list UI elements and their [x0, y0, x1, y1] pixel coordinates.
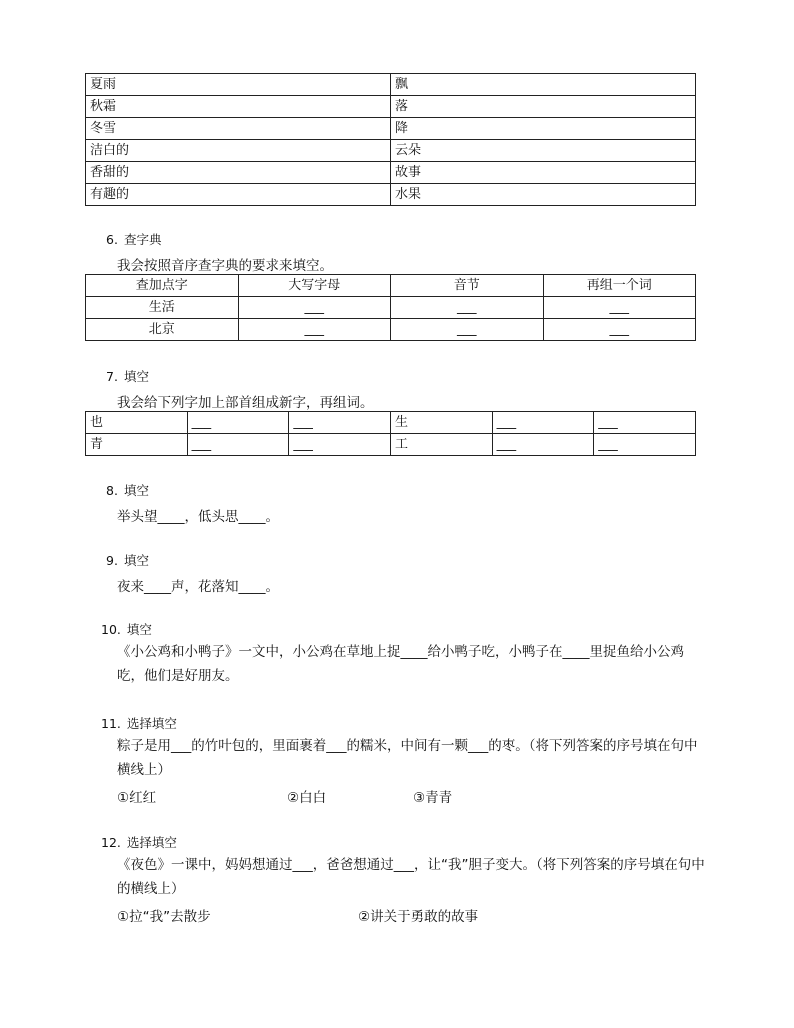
question-number: 8. [106, 483, 118, 498]
table-cell: 北京 [86, 319, 239, 341]
question-9-text: 夜来____声，花落知____。 [117, 579, 279, 595]
header-cell: 再组一个词 [543, 275, 696, 297]
question-title: 选择填空 [126, 835, 177, 850]
table-cell: 水果 [391, 184, 696, 206]
answer-blank[interactable]: ___ [391, 319, 544, 341]
answer-blank[interactable]: ___ [594, 412, 696, 434]
table-row [86, 434, 696, 456]
answer-blank[interactable]: ___ [543, 319, 696, 341]
table-header-row [86, 275, 696, 297]
answer-blank[interactable]: ___ [187, 434, 289, 456]
table-cell: 香甜的 [86, 162, 391, 184]
table-cell: 飘 [391, 74, 696, 96]
question-number: 10. [101, 622, 121, 637]
question-9-heading [106, 551, 149, 569]
table-cell: 落 [391, 96, 696, 118]
question-number: 11. [101, 716, 121, 731]
option-1: ①红红 [117, 790, 157, 806]
table-cell: 云朵 [391, 140, 696, 162]
table-cell: 秋霜 [86, 96, 391, 118]
answer-blank[interactable]: ___ [594, 434, 696, 456]
table-cell: 降 [391, 118, 696, 140]
table-cell: 工 [390, 434, 492, 456]
answer-blank[interactable]: ___ [289, 434, 391, 456]
question-7-instruction: 我会给下列字加上部首组成新字，再组词。 [117, 395, 374, 411]
option-2: ②讲关于勇敢的故事 [358, 909, 479, 925]
answer-blank[interactable]: ___ [289, 412, 391, 434]
question-6-heading [106, 230, 161, 248]
table-row [86, 319, 696, 341]
table-row [86, 297, 696, 319]
answer-blank[interactable]: ___ [238, 319, 391, 341]
table-row [86, 96, 696, 118]
question-7-heading [106, 367, 149, 385]
table-cell: 夏雨 [86, 74, 391, 96]
option-3: ③青青 [413, 790, 453, 806]
table-cell: 青 [86, 434, 188, 456]
question-title: 选择填空 [126, 716, 177, 731]
dictionary-table [85, 274, 696, 341]
table-cell: 生 [390, 412, 492, 434]
question-title: 查字典 [123, 232, 162, 247]
table-cell: 有趣的 [86, 184, 391, 206]
option-1: ①拉“我”去散步 [117, 909, 211, 925]
question-10-heading [101, 620, 152, 638]
question-number: 9. [106, 553, 118, 568]
question-11-text: 粽子是用___的竹叶包的，里面裹着___的糯米，中间有一颗___的枣。（将下列答案的序号填在句中横线上） [117, 738, 698, 778]
table-cell: 冬雪 [86, 118, 391, 140]
question-10-text: 《小公鸡和小鸭子》一文中，小公鸡在草地上捉____给小鸭子吃，小鸭子在____里捉鱼给小公鸡吃，他们是好朋友。 [117, 644, 684, 684]
answer-blank[interactable]: ___ [492, 434, 594, 456]
answer-blank[interactable]: ___ [391, 297, 544, 319]
question-title: 填空 [126, 622, 152, 637]
answer-blank[interactable]: ___ [238, 297, 391, 319]
question-11-heading [101, 714, 177, 732]
table-cell: 生活 [86, 297, 239, 319]
question-number: 12. [101, 835, 121, 850]
question-8-text: 举头望____，低头思____。 [117, 509, 279, 525]
option-2: ②白白 [287, 790, 327, 806]
table-cell: 洁白的 [86, 140, 391, 162]
table-row [86, 184, 696, 206]
table-row [86, 412, 696, 434]
question-12-text: 《夜色》一课中，妈妈想通过___，爸爸想通过___，让“我”胆子变大。（将下列答案的序号填在句中的横线上） [117, 857, 705, 897]
question-number: 7. [106, 369, 118, 384]
question-8-heading [106, 481, 149, 499]
table-row [86, 140, 696, 162]
table-row [86, 74, 696, 96]
question-6-instruction: 我会按照音序查字典的要求来填空。 [117, 258, 333, 274]
question-title: 填空 [123, 369, 149, 384]
question-12-heading [101, 833, 177, 851]
table-cell: 故事 [391, 162, 696, 184]
answer-blank[interactable]: ___ [187, 412, 289, 434]
question-number: 6. [106, 232, 118, 247]
question-title: 填空 [123, 553, 149, 568]
table-row [86, 118, 696, 140]
table-cell: 也 [86, 412, 188, 434]
question-title: 填空 [123, 483, 149, 498]
header-cell: 音节 [391, 275, 544, 297]
word-match-table [85, 73, 696, 206]
radical-table [85, 411, 696, 456]
answer-blank[interactable]: ___ [492, 412, 594, 434]
table-row [86, 162, 696, 184]
answer-blank[interactable]: ___ [543, 297, 696, 319]
header-cell: 大写字母 [238, 275, 391, 297]
header-cell: 查加点字 [86, 275, 239, 297]
